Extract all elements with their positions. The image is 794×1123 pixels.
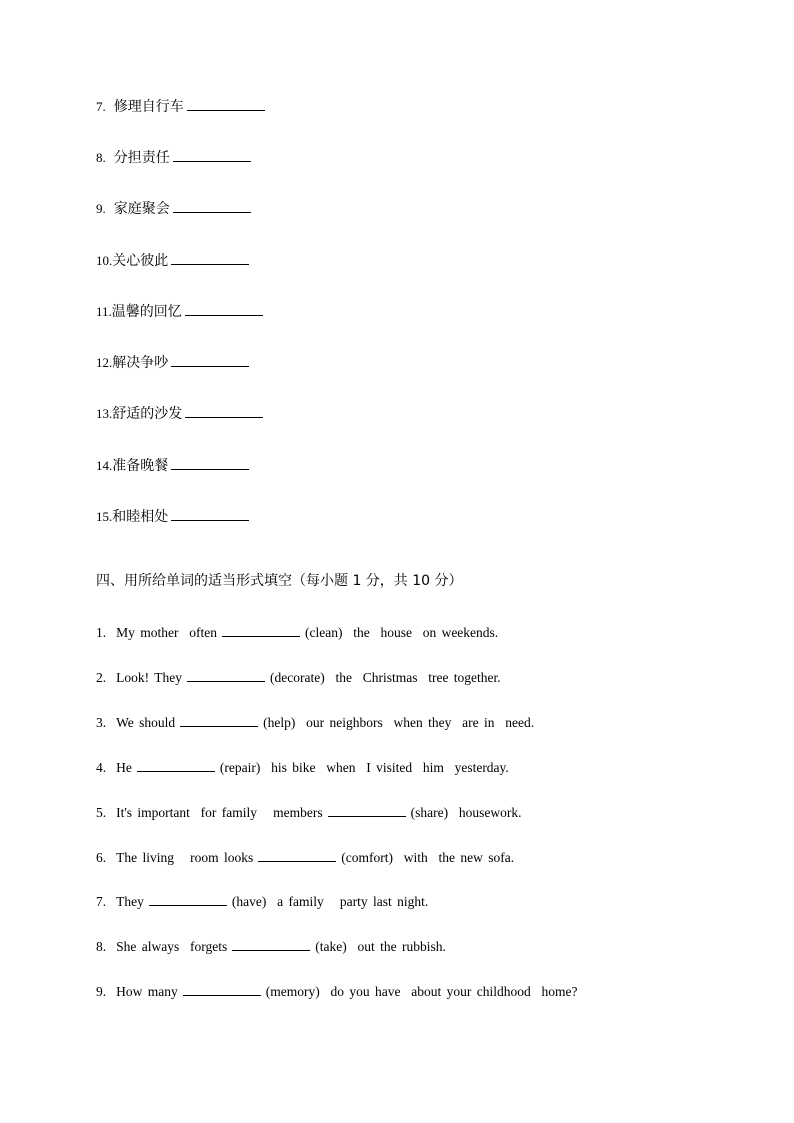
answer-blank[interactable] [328,802,406,817]
phrase-item [96,147,254,168]
sentence-item [96,891,428,911]
sentence-end: (decorate) the Christmas tree together. [270,670,501,685]
phrase-item [96,403,266,424]
sentence-start: How many [116,984,178,999]
sentence-item [96,847,514,867]
sentence-item [96,667,501,687]
item-number: 11. [96,304,112,319]
item-number: 7. [96,99,106,114]
phrase-item [96,301,266,322]
answer-blank[interactable] [180,712,258,727]
phrase-text: 分担责任 [113,150,170,166]
phrase-text: 解决争吵 [112,355,169,371]
item-number: 1. [96,625,107,640]
answer-blank[interactable] [173,198,251,213]
answer-blank[interactable] [187,96,265,111]
sentence-end: (clean) the house on weekends. [304,625,499,640]
sentence-start: She always forgets [116,939,228,954]
sentence-item [96,802,521,822]
item-number: 8. [96,939,107,954]
phrase-item [96,506,252,527]
answer-blank[interactable] [173,147,251,162]
answer-blank[interactable] [137,757,215,772]
sentence-end: (memory) do you have about your childhood home? [265,984,578,999]
sentence-item [96,936,446,956]
phrase-item [96,455,252,476]
item-number: 15. [96,509,113,524]
sentence-end: (take) out the rubbish. [315,939,446,954]
sentence-item [96,757,509,777]
answer-blank[interactable] [171,455,249,470]
item-number: 8. [96,150,106,165]
answer-blank[interactable] [171,506,249,521]
phrase-item [96,352,252,373]
item-number: 9. [96,201,106,216]
item-number: 12. [96,355,113,370]
phrase-text: 家庭聚会 [113,201,170,217]
answer-blank[interactable] [222,622,300,637]
answer-blank[interactable] [232,936,310,951]
sentence-start: They [116,894,144,909]
phrase-text: 准备晚餐 [112,458,169,474]
phrase-text: 舒适的沙发 [112,406,183,422]
sentence-start: Look! They [116,670,182,685]
answer-blank[interactable] [171,352,249,367]
item-number: 7. [96,894,107,909]
phrase-text: 修理自行车 [113,99,184,115]
answer-blank[interactable] [258,847,336,862]
phrase-item [96,96,268,117]
answer-blank[interactable] [149,891,227,906]
item-number: 9. [96,984,107,999]
phrase-text: 和睦相处 [112,509,169,525]
sentence-start: It's important for family members [116,805,323,820]
sentence-end: (share) housework. [410,805,522,820]
item-number: 10. [96,253,113,268]
sentence-end: (have) a family party last night. [231,894,429,909]
answer-blank[interactable] [185,301,263,316]
answer-blank[interactable] [185,403,263,418]
sentence-item [96,622,498,642]
phrase-text: 温馨的回忆 [111,304,182,320]
phrase-text: 关心彼此 [112,253,169,269]
item-number: 3. [96,715,107,730]
sentence-start: My mother often [116,625,217,640]
item-number: 13. [96,406,113,421]
phrase-item [96,250,252,271]
sentence-start: The living room looks [116,850,254,865]
sentence-start: He [116,760,132,775]
item-number: 2. [96,670,107,685]
section-heading: 四、用所给单词的适当形式填空（每小题 1 分，共 10 分） [96,573,463,589]
sentence-item [96,981,577,1001]
sentence-end: (repair) his bike when I visited him yesterday. [219,760,509,775]
item-number: 4. [96,760,107,775]
answer-blank[interactable] [171,250,249,265]
phrase-item [96,198,254,219]
answer-blank[interactable] [183,981,261,996]
sentence-end: (help) our neighbors when they are in need. [263,715,535,730]
sentence-start: We should [116,715,176,730]
item-number: 5. [96,805,107,820]
item-number: 6. [96,850,107,865]
answer-blank[interactable] [187,667,265,682]
item-number: 14. [96,458,113,473]
sentence-item [96,712,534,732]
sentence-end: (comfort) with the new sofa. [341,850,515,865]
